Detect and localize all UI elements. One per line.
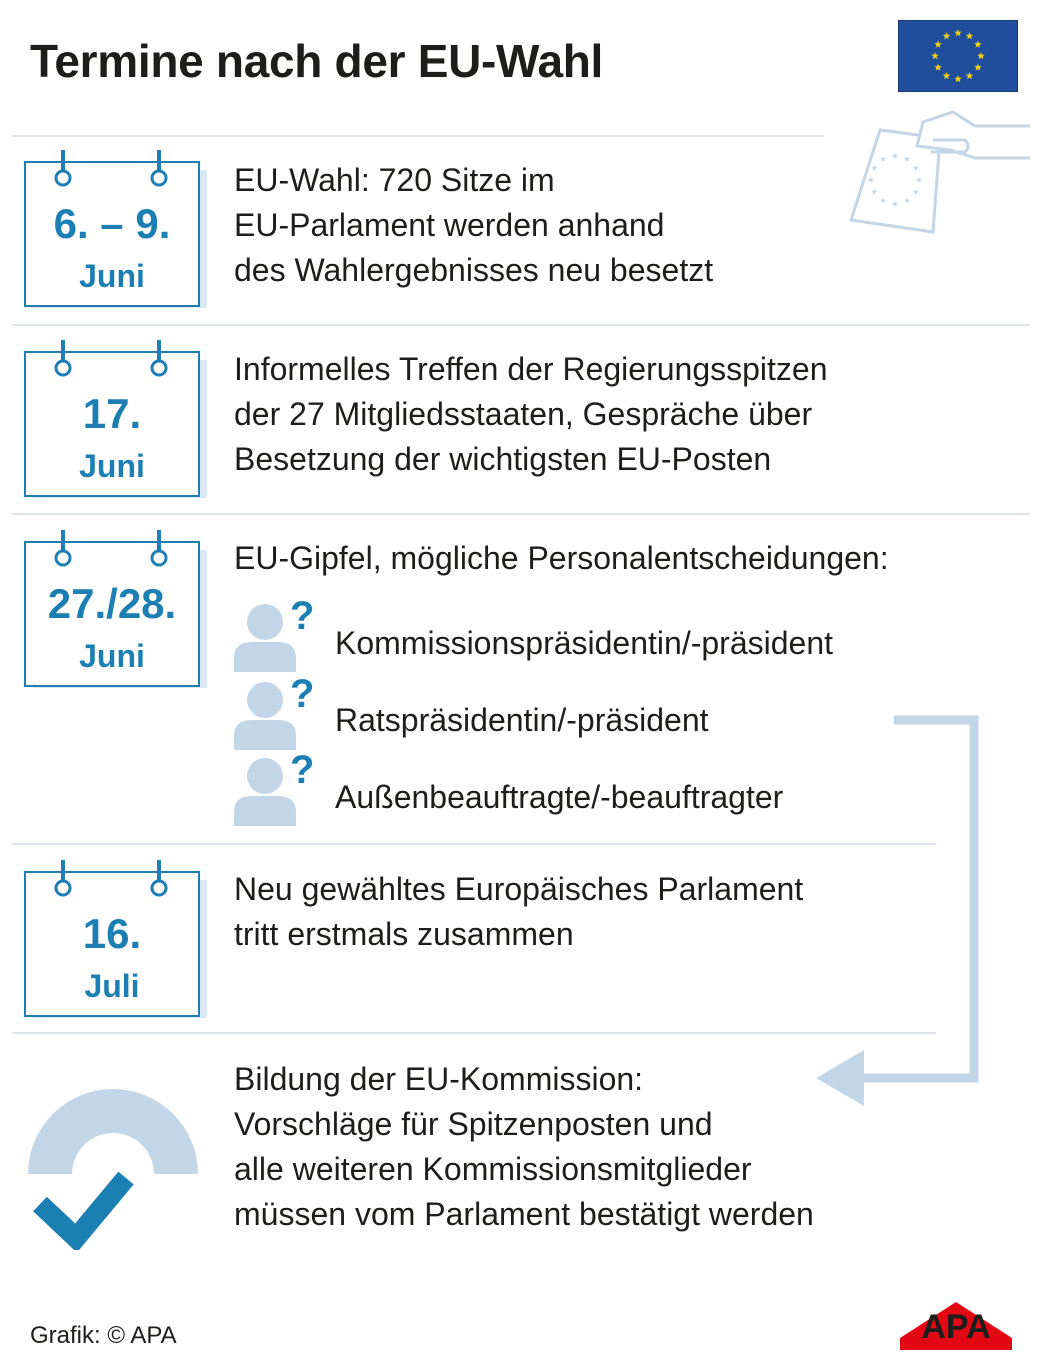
calendar-month: Juni [79, 448, 145, 484]
event-description [234, 536, 889, 581]
flag-star [943, 72, 951, 79]
apa-logo-text: APA [921, 1308, 991, 1346]
flow-arrow-icon [810, 712, 990, 1116]
divider [12, 324, 1030, 326]
divider [12, 513, 1030, 515]
apa-logo-mark [900, 1302, 1012, 1350]
flag-star [966, 32, 974, 39]
flag-star [943, 32, 951, 39]
text-line: Neu gewähltes Europäisches Parlament [234, 871, 804, 907]
divider [12, 1032, 936, 1034]
calendar-day: 16. [82, 910, 142, 957]
flag-star [954, 29, 962, 36]
calendar-icon [24, 350, 198, 494]
text-line: tritt erstmals zusammen [234, 916, 574, 952]
text-line: der 27 Mitgliedsstaaten, Gespräche über [234, 396, 813, 432]
person-question-icon [232, 594, 318, 676]
ballot-hand-icon [845, 108, 1035, 238]
calendar-icon [24, 870, 198, 1014]
flag-star [954, 75, 962, 82]
calendar-icon [24, 540, 198, 684]
question-mark: ? [290, 672, 315, 716]
text-line: des Wahlergebnisses neu besetzt [234, 252, 714, 288]
calendar-month: Juni [79, 638, 145, 674]
flag-star [934, 41, 942, 48]
question-mark: ? [290, 594, 315, 638]
flag-star [974, 41, 982, 48]
source-credit: Grafik: © APA [30, 1322, 177, 1349]
question-mark: ? [290, 748, 315, 792]
event-description [234, 867, 803, 957]
text-line: Informelles Treffen der Regierungsspitzen [234, 351, 828, 387]
eu-flag-icon [898, 20, 1018, 92]
text-line: Besetzung der wichtigsten EU-Posten [234, 441, 772, 477]
apa-logo [900, 1302, 1012, 1350]
person-question-icon [232, 672, 318, 754]
person-question-icon [232, 748, 318, 830]
event-description [234, 158, 713, 293]
check-icon [26, 1086, 200, 1250]
calendar-day: 17. [82, 390, 142, 437]
calendar-month: Juni [79, 258, 145, 294]
eu-flag-stars [899, 21, 1017, 91]
text-line: Bildung der EU-Kommission: [234, 1061, 644, 1097]
role-label: Außenbeauftragte/-beauftragter [335, 779, 784, 815]
flag-star [974, 64, 982, 71]
calendar-day: 6. – 9. [53, 200, 171, 247]
text-line: EU-Gipfel, mögliche Personalentscheidungen: [234, 540, 889, 576]
role-label: Ratspräsidentin/-präsident [335, 702, 709, 738]
text-line: Vorschläge für Spitzenposten und [234, 1106, 713, 1142]
flag-star [931, 52, 939, 59]
calendar-month: Juli [84, 968, 140, 1004]
divider [12, 135, 824, 137]
flag-star [934, 64, 942, 71]
text-line: alle weiteren Kommissionsmitglieder [234, 1151, 752, 1187]
event-description [234, 347, 828, 482]
flag-star [977, 52, 985, 59]
text-line: EU-Wahl: 720 Sitze im [234, 162, 555, 198]
final-step-description [234, 1057, 814, 1237]
role-label: Kommissionspräsidentin/-präsident [335, 625, 833, 661]
divider [12, 843, 936, 845]
text-line: müssen vom Parlament bestätigt werden [234, 1196, 814, 1232]
calendar-day: 27./28. [47, 580, 177, 627]
text-line: EU-Parlament werden anhand [234, 207, 665, 243]
flag-star [966, 72, 974, 79]
page-title: Termine nach der EU-Wahl [30, 35, 604, 87]
calendar-icon [24, 160, 198, 304]
